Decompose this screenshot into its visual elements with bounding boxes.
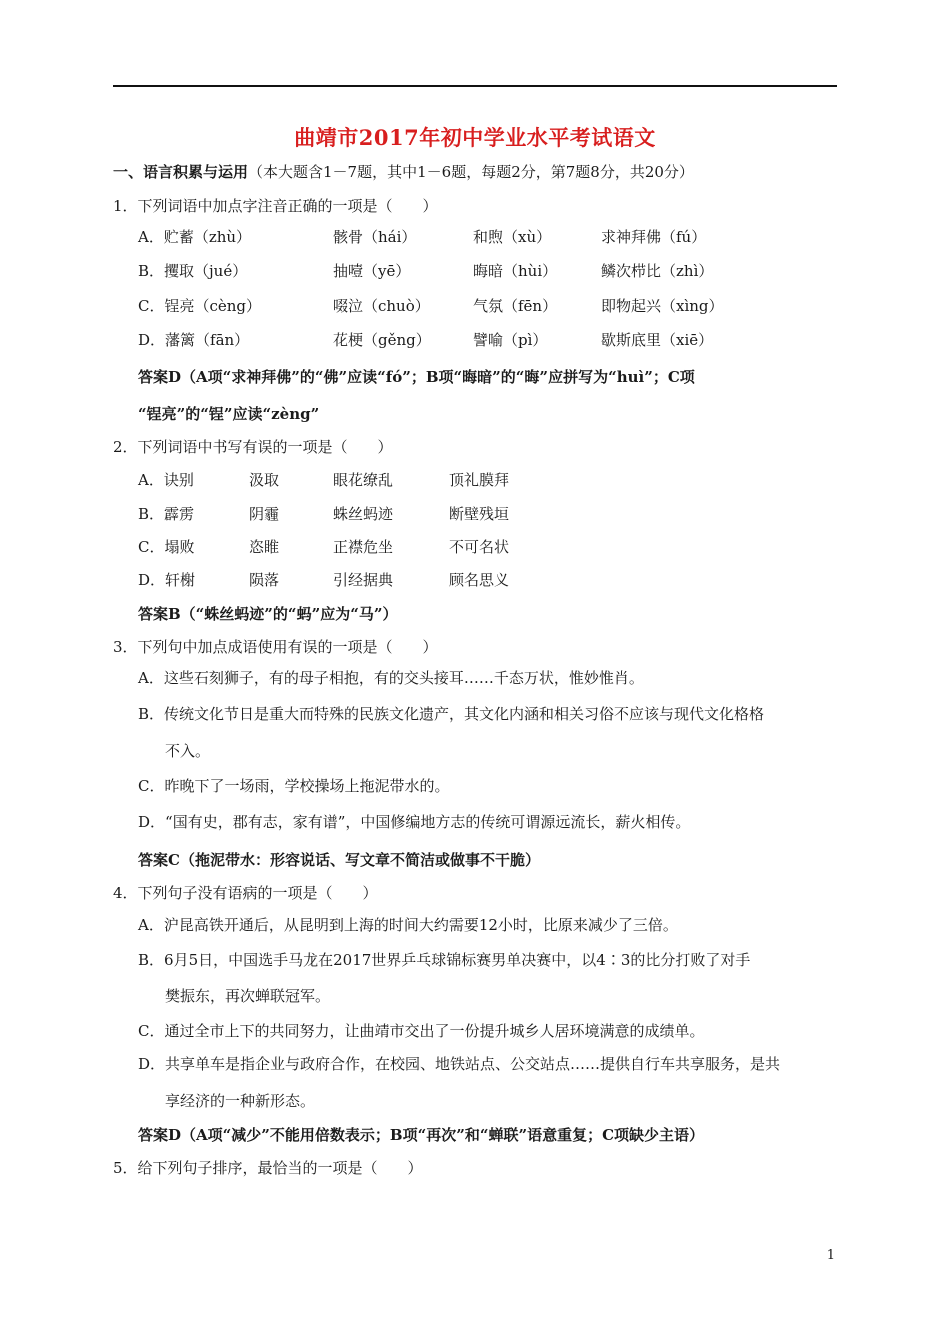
q2-b-3: 蛛丝蚂迹: [333, 505, 394, 523]
q2-c-2: 恣睢: [249, 538, 280, 556]
q3-option-c: C．昨晚下了一场雨，学校操场上拖泥带水的。: [138, 777, 450, 795]
q1-a-1: A．贮蓄（zhù）: [138, 228, 252, 246]
q1-d-4: 歇斯底里（xiē）: [601, 331, 714, 349]
q1-c-2: 啜泣（chuò）: [333, 297, 430, 315]
q4-stem: 4．下列句子没有语病的一项是（ ）: [113, 884, 378, 902]
q2-c-1: C．塌败: [138, 538, 195, 556]
q3-option-d: D．“国有史，郡有志，家有谱”，中国修编地方志的传统可谓源远流长，薪火相传。: [138, 813, 691, 831]
q1-b-4: 鳞次栉比（zhì）: [601, 262, 714, 280]
q5-stem: 5．给下列句子排序，最恰当的一项是（ ）: [113, 1159, 423, 1177]
q2-stem: 2．下列词语中书写有误的一项是（ ）: [113, 438, 393, 456]
q3-answer: 答案C（拖泥带水：形容说话、写文章不简洁或做事不干脆）: [138, 851, 540, 869]
q2-b-4: 断壁残垣: [449, 505, 510, 523]
q2-answer: 答案B（“蛛丝蚂迹”的“蚂”应为“马”）: [138, 605, 398, 623]
q1-a-4: 求神拜佛（fú）: [601, 228, 707, 246]
q3-option-b-cont: 不入。: [165, 742, 211, 760]
page-number: 1: [826, 1248, 835, 1263]
q1-d-1: D．藩篱（fān）: [138, 331, 250, 349]
q2-c-4: 不可名状: [449, 538, 510, 556]
q3-stem: 3．下列句中加点成语使用有误的一项是（ ）: [113, 638, 438, 656]
q1-d-2: 花梗（gěng）: [333, 331, 431, 349]
section-heading-row: [113, 161, 694, 183]
q1-answer: 答案D（A项“求神拜佛”的“佛”应读“fó”；B项“晦暗”的“晦”应拼写为“huì”；C项: [138, 368, 695, 386]
q1-c-4: 即物起兴（xìng）: [601, 297, 724, 315]
q4-option-d-cont: 享经济的一种新形态。: [165, 1092, 316, 1110]
q1-c-3: 气氛（fēn）: [473, 297, 558, 315]
q1-a-3: 和煦（xù）: [473, 228, 552, 246]
q3-option-a: A．这些石刻狮子，有的母子相抱，有的交头接耳……千态万状，惟妙惟肖。: [138, 669, 644, 687]
header-rule: [113, 85, 837, 87]
q2-b-1: B．霹雳: [138, 505, 195, 523]
q4-option-c: C．通过全市上下的共同努力，让曲靖市交出了一份提升城乡人居环境满意的成绩单。: [138, 1022, 705, 1040]
q1-b-2: 抽噎（yē）: [333, 262, 411, 280]
q2-d-4: 顾名思义: [449, 571, 510, 589]
q4-option-d: D．共享单车是指企业与政府合作，在校园、地铁站点、公交站点……提供自行车共享服务，是共: [138, 1055, 781, 1073]
q2-d-1: D．轩榭: [138, 571, 196, 589]
q2-d-2: 陨落: [249, 571, 280, 589]
q1-stem: 1．下列词语中加点字注音正确的一项是（ ）: [113, 197, 438, 215]
q4-answer: 答案D（A项“减少”不能用倍数表示；B项“再次”和“蝉联”语意重复；C项缺少主语）: [138, 1126, 705, 1144]
q2-d-3: 引经据典: [333, 571, 394, 589]
q2-a-4: 顶礼膜拜: [449, 471, 510, 489]
q1-d-3: 譬喻（pì）: [473, 331, 548, 349]
q1-b-3: 晦暗（hùi）: [473, 262, 558, 280]
q2-a-2: 汲取: [249, 471, 280, 489]
section-heading: 一、语言积累与运用: [113, 163, 249, 181]
q2-a-3: 眼花缭乱: [333, 471, 394, 489]
q2-b-2: 阴霾: [249, 505, 280, 523]
q4-option-b: B．6月5日，中国选手马龙在2017世界乒乓球锦标赛男单决赛中，以4∶3的比分打败了对手: [138, 951, 751, 969]
q4-option-a: A．沪昆高铁开通后，从昆明到上海的时间大约需要12小时，比原来减少了三倍。: [138, 916, 678, 934]
q1-a-2: 骸骨（hái）: [333, 228, 417, 246]
q1-answer-cont: “锃亮”的“锃”应读“zèng”: [138, 405, 320, 423]
section-note: （本大题含1－7题，其中1－6题，每题2分，第7题8分，共20分）: [248, 163, 694, 181]
q1-c-1: C．锃亮（cèng）: [138, 297, 262, 315]
page-title: 曲靖市2017年初中学业水平考试语文: [294, 125, 656, 150]
q1-b-1: B．攫取（jué）: [138, 262, 248, 280]
q3-option-b: B．传统文化节日是重大而特殊的民族文化遗产，其文化内涵和相关习俗不应该与现代文化格格: [138, 705, 765, 723]
q2-a-1: A．诀别: [138, 471, 194, 489]
q4-option-b-cont: 樊振东，再次蝉联冠军。: [165, 987, 331, 1005]
q2-c-3: 正襟危坐: [333, 538, 394, 556]
